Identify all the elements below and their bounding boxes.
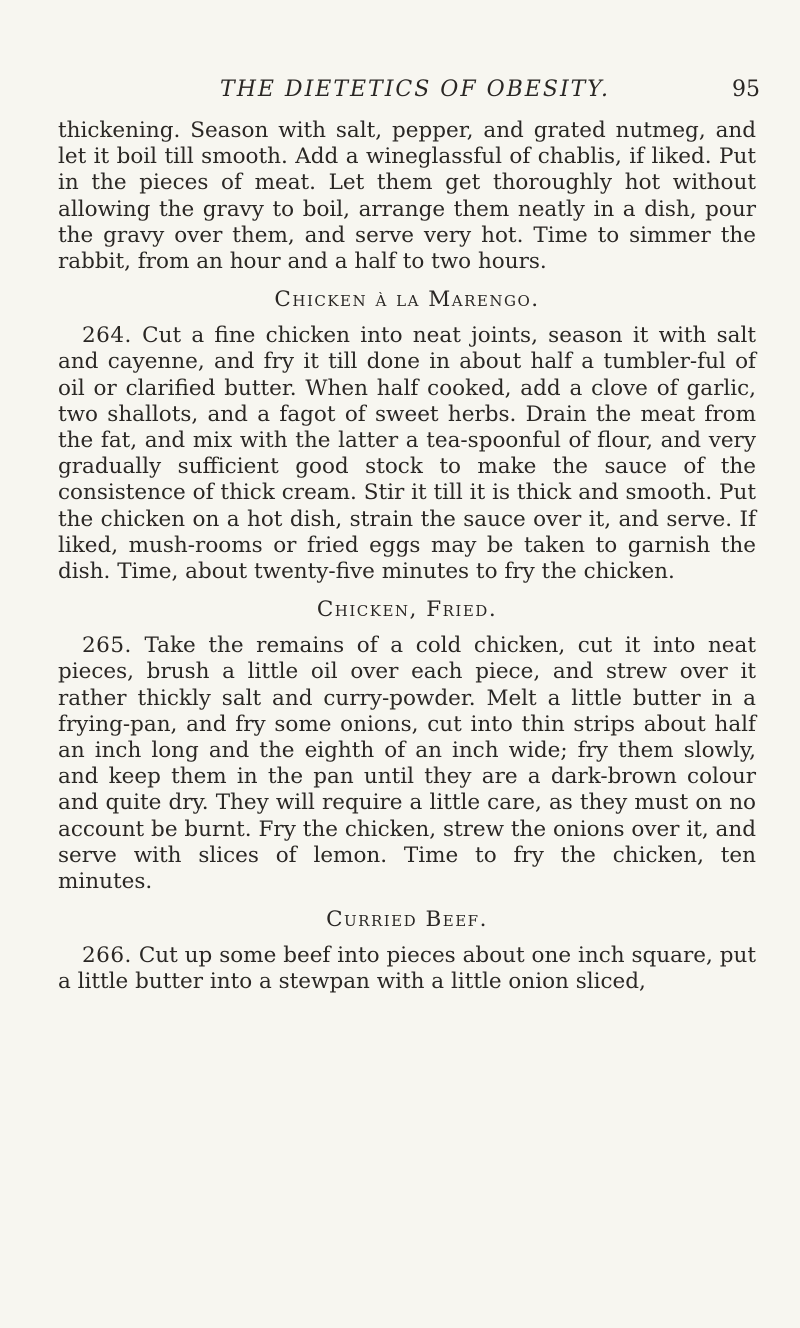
recipe-curried-beef <box>58 907 756 995</box>
page-number: 95 <box>732 77 760 102</box>
recipe-heading: Curried Beef. <box>326 907 488 933</box>
recipe-heading: Chicken à la Marengo. <box>274 287 540 313</box>
recipe-number: 265. <box>82 633 132 659</box>
recipe-paragraph <box>58 943 756 995</box>
running-head <box>70 77 760 107</box>
body-text <box>58 118 756 996</box>
recipe-number: 266. <box>82 943 132 969</box>
recipe-number: 264. <box>82 323 132 349</box>
continuation-paragraph: thickening. Season with salt, pepper, and grated nutmeg, and let it boil till smooth. Add a wineglassful of chablis, if liked. Put in the pieces of meat. Let them get thoroughly hot without allowing the gravy to boil, arrange them neatly in a dish, pour the gravy over them, and serve very hot. Time to simmer the rabbit, from an hour and a half to two hours. <box>58 118 756 275</box>
recipe-paragraph <box>58 633 756 895</box>
running-title: THE DIETETICS OF OBESITY. <box>220 77 610 102</box>
recipe-heading: Chicken, Fried. <box>316 597 498 623</box>
recipe-text: Cut up some beef into pieces about one inch square, put a little butter into a stewpan with a little onion sliced, <box>58 943 756 995</box>
recipe-chicken-fried <box>58 597 756 895</box>
recipe-text: Cut a fine chicken into neat joints, season it with salt and cayenne, and fry it till done in about half a tumbler-ful of oil or clarified butter. When half cooked, add a clove of garlic, two shallots, and a fagot of sweet herbs. Drain the meat from the fat, and mix with the latter a tea-spoonful of flour, and very gradually sufficient good stock to make the sauce of the consistence of thick cream. Stir it till it is thick and smooth. Put the chicken on a hot dish, strain the sauce over it, and serve. If liked, mush-rooms or fried eggs may be taken to garnish the dish. Time, about twenty-five minutes to fry the chicken. <box>58 323 756 585</box>
recipe-chicken-marengo <box>58 287 756 585</box>
recipe-paragraph <box>58 323 756 585</box>
recipe-text: Take the remains of a cold chicken, cut it into neat pieces, brush a little oil over each piece, and strew over it rather thickly salt and curry-powder. Melt a little butter in a frying-pan, and fry some onions, cut into thin strips about half an inch long and the eighth of an inch wide; fry them slowly, and keep them in the pan until they are a dark-brown colour and quite dry. They will require a little care, as they must on no account be burnt. Fry the chicken, strew the onions over it, and serve with slices of lemon. Time to fry the chicken, ten minutes. <box>58 633 756 895</box>
